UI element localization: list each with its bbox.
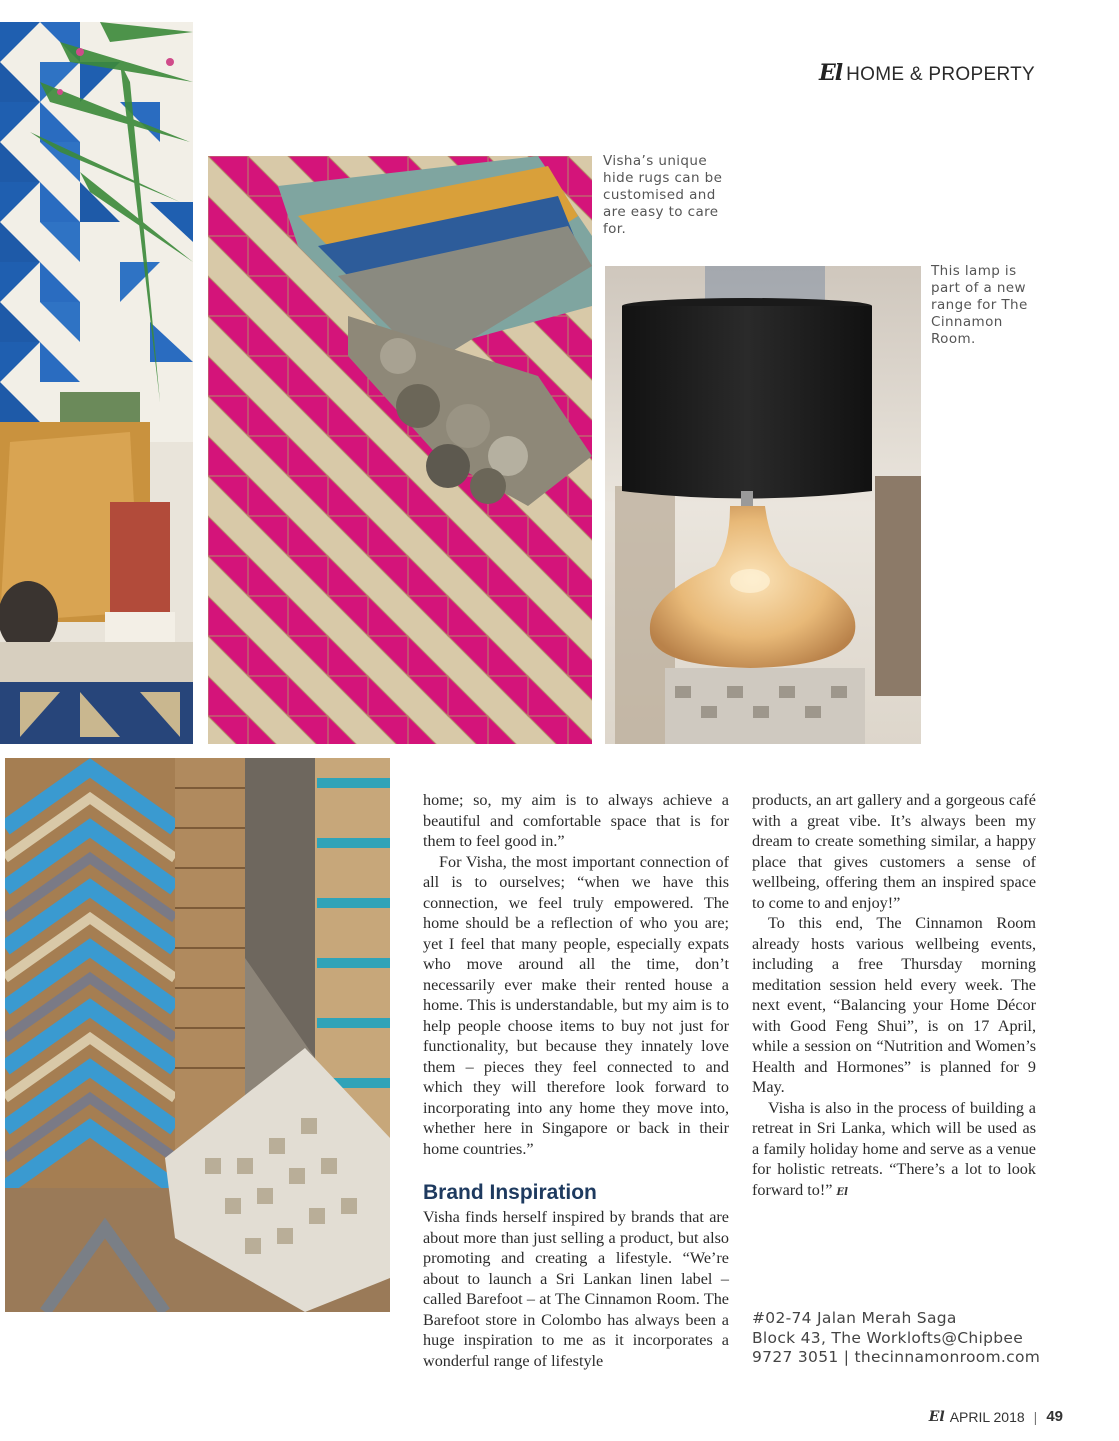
page-footer (929, 1408, 1063, 1425)
article-right-column (752, 790, 1036, 1203)
article-paragraph-last (752, 1098, 1036, 1204)
pink-rug-icon (208, 156, 592, 744)
issue-date: APRIL 2018 (949, 1408, 1025, 1425)
address-line: #02-74 Jalan Merah Saga (752, 1309, 957, 1327)
article-left-column (423, 790, 729, 1371)
lamp-icon (605, 266, 921, 744)
rug-caption: Visha’s unique hide rugs can be customised and are easy to care for. (603, 153, 723, 237)
lamp-photo (605, 266, 921, 744)
lamp-caption: This lamp is part of a new range for The Cinnamon Room. (931, 263, 1028, 347)
footer-logo: El (928, 1408, 945, 1425)
section-title: HOME & PROPERTY (846, 64, 1035, 85)
store-address (752, 1309, 1042, 1368)
shop-display-photo (0, 22, 193, 744)
address-line: Block 43, The Worklofts@Chipbee (752, 1328, 1024, 1347)
blue-rug-icon (5, 758, 390, 1312)
shop-display-icon (0, 22, 193, 744)
pink-rug-photo (208, 156, 592, 744)
page-number: 49 (1046, 1408, 1063, 1425)
magazine-logo: El (818, 60, 843, 86)
article-paragraph: products, an art gallery and a gorgeous café with a great vibe. It’s always been my dream to create something similar, a happy place that gives customers a sense of wellbeing, offering them an inspired space to come to and enjoy!” (752, 791, 1036, 912)
article-paragraph: To this end, The Cinnamon Room already hosts various wellbeing events, including a free Thursday morning meditation session held every week. The next event, “Balancing your Home Décor with Good Feng Shui”, is on 17 April, while a session on “Nutrition and Women’s Health and Hormones” is planned for 9 May. (752, 914, 1036, 1096)
article-paragraph: home; so, my aim is to always achieve a beautiful and comfortable space that is for them to feel good in.” (423, 791, 729, 850)
section-header (819, 60, 1035, 86)
blue-rug-photo (5, 758, 390, 1312)
address-contact: 9727 3051 | thecinnamonroom.com (752, 1348, 1041, 1366)
footer-separator: | (1033, 1408, 1038, 1425)
subheading: Brand Inspiration (423, 1181, 597, 1204)
article-paragraph: Visha finds herself inspired by brands that are about more than just selling a product, but also promoting and creating a lifestyle. “We’re about to launch a Sri Lankan linen label – called Barefoot – at The Cinnamon Room. The Barefoot store in Colombo has always been a huge inspiration to me as it incorporates a wonderful range of lifestyle (423, 1208, 729, 1370)
end-mark-logo: El (836, 1186, 848, 1198)
article-paragraph-text: Visha is also in the process of building a retreat in Sri Lanka, which will be used as a family holiday home and serve as a venue for holistic retreats. “There’s a lot to look forward to!” (752, 1098, 1036, 1199)
article-paragraph: For Visha, the most important connection of all is to ourselves; “when we have this connection, we feel truly empowered. The home should be a reflection of who you are; yet I feel that many people, especially expats who move around all the time, don’t necessarily ever make their rented house a home. This is understandable, but my aim is to help people choose items to buy not just for functionality, but because they innately love them – pieces they feel connected to and which they will therefore look forward to incorporating into any home they move into, whether here in Singapore or back in their home countries.” (423, 852, 729, 1158)
